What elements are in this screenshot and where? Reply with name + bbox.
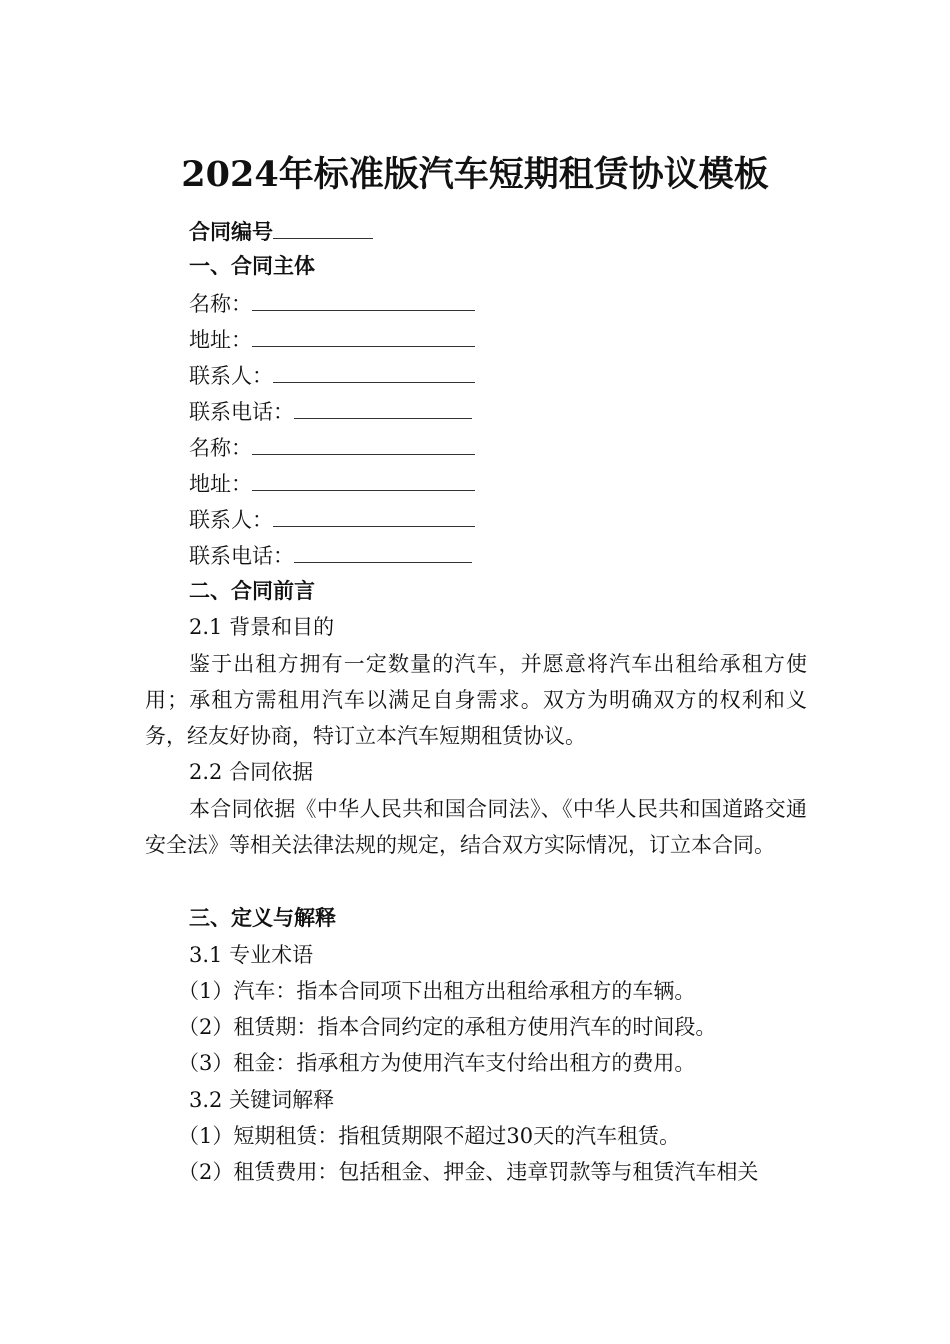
- party-b-address-line: [189, 468, 475, 498]
- party-b-contact-blank[interactable]: [273, 504, 475, 527]
- term-item: （2）租赁期：指本合同约定的承租方使用汽车的时间段。: [178, 1015, 717, 1039]
- section-3-heading: 三、定义与解释: [189, 905, 336, 930]
- section-2-2-paragraph: 本合同依据《中华人民共和国合同法》、《中华人民共和国道路交通安全法》等相关法律法规的规定，结合双方实际情况，订立本合同。: [145, 797, 807, 857]
- party-a-address-line: [189, 324, 475, 354]
- section-2-1-title: 2.1 背景和目的: [189, 615, 335, 639]
- section-3-2-title: 3.2 关键词解释: [189, 1088, 335, 1112]
- party-a-address-label: 地址：: [189, 328, 252, 352]
- party-a-phone-blank[interactable]: [294, 396, 472, 419]
- party-b-contact-line: [189, 504, 475, 534]
- section-2-1-paragraph: 鉴于出租方拥有一定数量的汽车，并愿意将汽车出租给承租方使用；承租方需租用汽车以满足自身需求。双方为明确双方的权利和义务，经友好协商，特订立本汽车短期租赁协议。: [145, 652, 807, 748]
- section-1-heading: 一、合同主体: [189, 253, 315, 278]
- document-title: 2024年标准版汽车短期租赁协议模板: [181, 154, 769, 195]
- party-a-contact-line: [189, 360, 475, 390]
- term-item: （3）租金：指承租方为使用汽车支付给出租方的费用。: [178, 1051, 696, 1075]
- party-b-name-label: 名称：: [189, 436, 252, 460]
- keyword-item: （2）租赁费用：包括租金、押金、违章罚款等与租赁汽车相关: [178, 1160, 759, 1184]
- section-2-heading: 二、合同前言: [189, 578, 315, 603]
- party-b-name-blank[interactable]: [252, 432, 475, 455]
- party-a-name-line: [189, 288, 475, 318]
- party-a-name-label: 名称：: [189, 292, 252, 316]
- contract-number-label: 合同编号: [189, 219, 273, 244]
- section-3-1-title: 3.1 专业术语: [189, 943, 314, 967]
- party-a-contact-label: 联系人：: [189, 364, 273, 388]
- party-a-name-blank[interactable]: [252, 288, 475, 311]
- party-b-phone-blank[interactable]: [294, 540, 472, 563]
- section-2-2-title: 2.2 合同依据: [189, 760, 314, 784]
- keyword-item: （1）短期租赁：指租赁期限不超过30天的汽车租赁。: [178, 1124, 681, 1148]
- party-b-name-line: [189, 432, 475, 462]
- party-b-address-blank[interactable]: [252, 468, 475, 491]
- party-a-phone-label: 联系电话：: [189, 400, 294, 424]
- term-item: （1）汽车：指本合同项下出租方出租给承租方的车辆。: [178, 979, 696, 1003]
- party-b-phone-label: 联系电话：: [189, 544, 294, 568]
- contract-number-blank[interactable]: [273, 216, 373, 239]
- party-a-phone-line: [189, 396, 472, 426]
- contract-number-line: [189, 216, 373, 246]
- party-b-phone-line: [189, 540, 472, 570]
- party-b-address-label: 地址：: [189, 472, 252, 496]
- party-a-address-blank[interactable]: [252, 324, 475, 347]
- party-b-contact-label: 联系人：: [189, 508, 273, 532]
- party-a-contact-blank[interactable]: [273, 360, 475, 383]
